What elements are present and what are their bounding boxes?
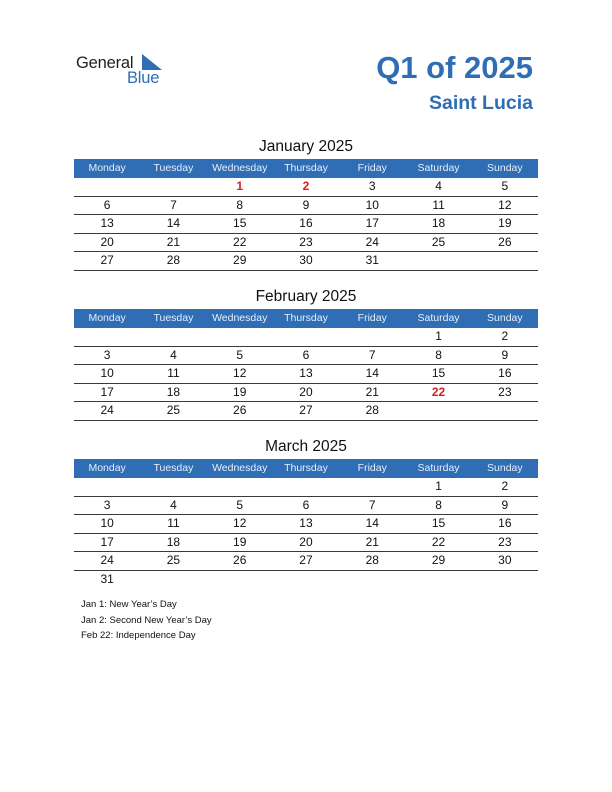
week-row	[74, 328, 538, 347]
day-cell	[207, 328, 273, 346]
weekday-label: Sunday	[487, 462, 523, 474]
day-cell: 23	[299, 234, 313, 249]
day-cell: 14	[365, 366, 379, 380]
day-cell	[405, 571, 471, 589]
day-cell	[140, 178, 206, 196]
week-row	[74, 365, 538, 384]
brand-name-general: General	[76, 54, 134, 72]
day-cell: 15	[233, 216, 247, 230]
day-cell: 20	[299, 384, 313, 399]
week-row	[74, 534, 538, 553]
day-cell: 9	[501, 497, 509, 512]
day-cell: 14	[365, 516, 379, 530]
day-cell: 5	[236, 497, 244, 512]
weekday-label: Friday	[357, 162, 387, 174]
day-cell: 2	[302, 179, 310, 193]
holiday-note: Jan 2: Second New Year’s Day	[81, 614, 212, 626]
weekday-header	[74, 309, 538, 328]
day-cell: 1	[435, 329, 442, 343]
day-cell: 2	[501, 479, 509, 493]
day-cell: 3	[368, 179, 376, 193]
day-cell: 25	[166, 403, 181, 417]
day-cell	[339, 478, 405, 496]
week-row	[74, 347, 538, 366]
day-cell: 25	[431, 234, 446, 249]
brand-logo	[76, 52, 176, 88]
weekday-header	[74, 159, 538, 178]
day-cell: 13	[100, 216, 114, 230]
day-cell: 4	[170, 497, 177, 512]
day-cell: 7	[170, 197, 177, 212]
month-title: January 2025	[259, 138, 353, 155]
day-cell: 3	[103, 347, 111, 362]
day-cell: 8	[435, 347, 442, 362]
brand-name-blue: Blue	[127, 69, 160, 87]
day-cell: 10	[100, 366, 114, 380]
day-cell: 28	[365, 403, 379, 417]
day-cell: 22	[431, 534, 446, 549]
day-cell	[273, 328, 339, 346]
weekday-label: Monday	[88, 462, 126, 474]
day-cell: 9	[501, 347, 509, 362]
day-cell: 10	[365, 197, 379, 212]
day-cell	[405, 252, 471, 270]
day-cell: 12	[233, 516, 247, 530]
weekday-label: Friday	[357, 462, 387, 474]
weekday-label: Monday	[88, 312, 126, 324]
day-cell: 1	[236, 179, 244, 193]
week-row	[74, 402, 538, 421]
weekday-header	[74, 459, 538, 478]
weekday-label: Thursday	[284, 312, 328, 324]
day-cell	[472, 252, 538, 270]
day-cell: 4	[170, 347, 177, 362]
day-cell: 20	[299, 534, 313, 549]
week-row	[74, 515, 538, 534]
day-cell	[74, 328, 140, 346]
week-row	[74, 197, 538, 216]
week-row	[74, 384, 538, 403]
day-cell: 24	[365, 234, 379, 249]
weekday-label: Tuesday	[153, 462, 194, 474]
day-cell	[207, 478, 273, 496]
weekday-label: Wednesday	[212, 462, 268, 474]
day-cell	[140, 478, 206, 496]
weekday-label: Sunday	[487, 312, 523, 324]
day-cell: 3	[103, 497, 111, 512]
day-cell: 21	[365, 384, 379, 399]
day-cell: 30	[498, 553, 512, 567]
week-row	[74, 252, 538, 271]
day-cell: 21	[166, 234, 181, 249]
day-cell: 26	[498, 234, 512, 249]
day-cell	[74, 478, 140, 496]
day-cell	[339, 328, 405, 346]
day-cell: 20	[100, 234, 114, 249]
month-calendar-january	[74, 135, 538, 271]
day-cell: 27	[299, 553, 313, 567]
weekday-label: Saturday	[417, 312, 460, 324]
day-cell	[140, 328, 206, 346]
month-title: February 2025	[255, 288, 357, 305]
day-cell: 6	[302, 497, 310, 512]
day-cell: 27	[299, 403, 313, 417]
day-cell: 1	[435, 479, 442, 493]
day-cell: 17	[365, 216, 379, 230]
day-cell: 13	[299, 516, 313, 530]
day-cell: 17	[100, 384, 114, 399]
day-cell: 11	[167, 366, 180, 380]
day-cell: 7	[368, 497, 376, 512]
day-cell: 2	[501, 329, 509, 343]
day-cell	[74, 178, 140, 196]
day-cell: 18	[166, 384, 181, 399]
month-title: March 2025	[265, 438, 347, 455]
weekday-label: Saturday	[417, 162, 460, 174]
country-name: Saint Lucia	[428, 92, 533, 114]
day-cell	[472, 571, 538, 589]
day-cell: 23	[498, 384, 512, 399]
week-row	[74, 478, 538, 497]
day-cell: 24	[100, 403, 114, 417]
day-cell: 22	[431, 384, 446, 399]
day-cell: 28	[166, 253, 181, 267]
holiday-notes	[81, 597, 212, 644]
logo-triangle-icon	[142, 54, 162, 70]
day-cell: 8	[435, 497, 442, 512]
weekday-label: Sunday	[487, 162, 523, 174]
day-cell: 7	[368, 347, 376, 362]
day-cell: 11	[167, 516, 180, 530]
day-cell	[273, 478, 339, 496]
day-cell: 19	[233, 384, 247, 399]
weekday-label: Monday	[88, 162, 126, 174]
day-cell: 5	[501, 179, 509, 193]
day-cell: 9	[302, 197, 310, 212]
day-cell: 18	[166, 534, 181, 549]
day-cell: 18	[431, 216, 446, 230]
day-cell: 27	[100, 253, 114, 267]
weekday-label: Tuesday	[153, 162, 194, 174]
weekday-label: Thursday	[284, 162, 328, 174]
day-cell: 6	[302, 347, 310, 362]
weekday-label: Friday	[357, 312, 387, 324]
day-cell: 4	[435, 179, 442, 193]
day-cell: 12	[498, 197, 512, 212]
week-row	[74, 552, 538, 571]
holiday-note: Jan 1: New Year’s Day	[81, 599, 177, 610]
weekday-label: Thursday	[284, 462, 328, 474]
day-cell: 13	[299, 366, 313, 380]
weekday-label: Wednesday	[212, 312, 268, 324]
day-cell: 11	[432, 197, 445, 212]
day-cell: 26	[233, 403, 247, 417]
day-cell: 29	[233, 253, 247, 267]
day-cell: 16	[498, 366, 512, 380]
day-cell	[273, 571, 339, 589]
day-cell	[207, 571, 273, 589]
day-cell: 25	[166, 553, 181, 567]
week-row	[74, 497, 538, 516]
day-cell	[472, 402, 538, 420]
day-cell: 28	[365, 553, 379, 567]
weekday-label: Tuesday	[153, 312, 194, 324]
day-cell: 17	[100, 534, 114, 549]
day-cell	[405, 402, 471, 420]
day-cell: 12	[233, 366, 247, 380]
week-row	[74, 234, 538, 253]
day-cell: 30	[299, 253, 313, 267]
week-row	[74, 571, 538, 589]
day-cell: 24	[100, 553, 114, 567]
day-cell	[339, 571, 405, 589]
day-cell	[140, 571, 206, 589]
day-cell: 6	[103, 197, 111, 212]
page-title: Q1 of 2025	[376, 50, 533, 85]
week-row	[74, 215, 538, 234]
day-cell: 31	[100, 571, 114, 586]
day-cell: 16	[498, 516, 512, 530]
day-cell: 16	[299, 216, 313, 230]
day-cell: 19	[498, 216, 512, 230]
day-cell: 14	[166, 216, 181, 230]
day-cell: 21	[365, 534, 379, 549]
day-cell: 26	[233, 553, 247, 567]
day-cell: 15	[431, 516, 446, 530]
day-cell: 29	[431, 553, 446, 567]
day-cell: 23	[498, 534, 512, 549]
day-cell: 19	[233, 534, 247, 549]
day-cell: 22	[233, 234, 247, 249]
day-cell: 8	[236, 197, 244, 212]
day-cell: 10	[100, 516, 114, 530]
weekday-label: Wednesday	[212, 162, 268, 174]
month-calendar-march	[74, 435, 538, 588]
holiday-note: Feb 22: Independence Day	[81, 630, 196, 641]
month-calendar-february	[74, 285, 538, 421]
weekday-label: Saturday	[417, 462, 460, 474]
week-row	[74, 178, 538, 197]
day-cell: 5	[236, 347, 244, 362]
day-cell: 31	[365, 253, 379, 267]
day-cell: 15	[431, 366, 446, 380]
